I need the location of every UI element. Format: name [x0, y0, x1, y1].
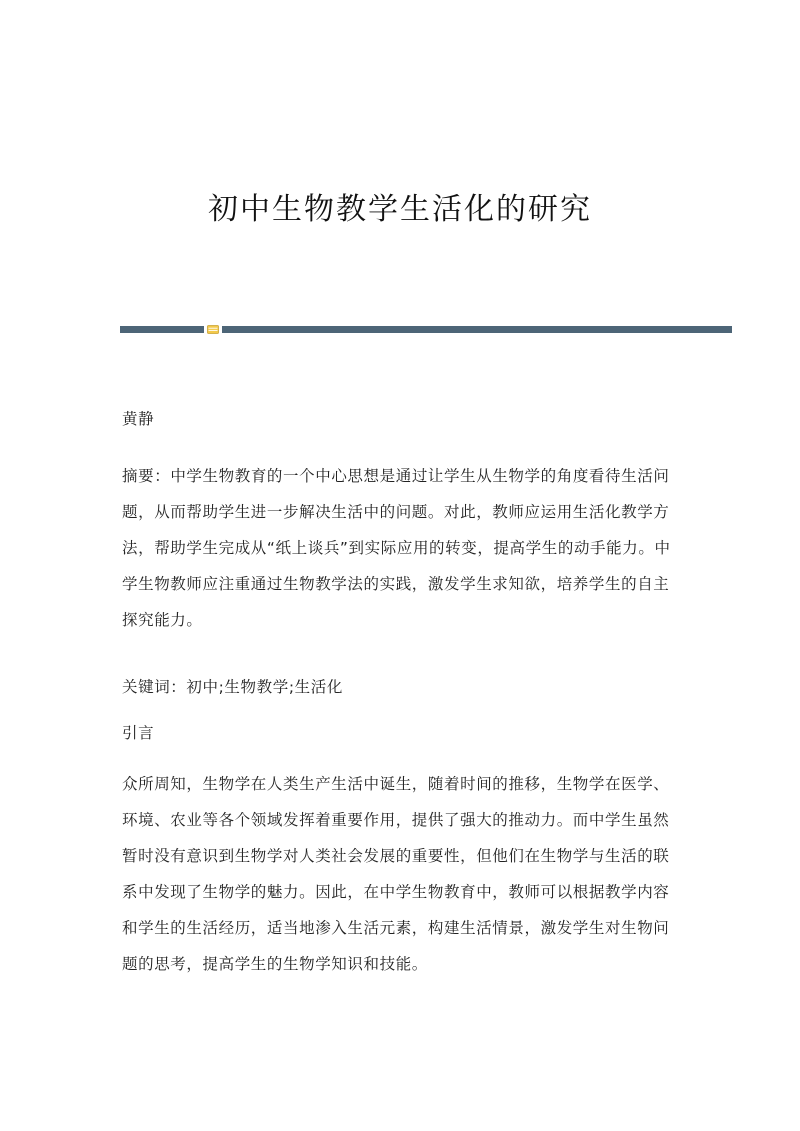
abstract-paragraph	[122, 458, 682, 638]
keywords-text: 初中;生物教学;生活化	[186, 678, 343, 696]
envelope-icon	[207, 325, 219, 334]
document-title: 初中生物教学生活化的研究	[208, 192, 592, 227]
intro-heading: 引言	[122, 724, 155, 742]
author-name: 黄静	[122, 410, 155, 428]
keywords-label: 关键词：	[122, 678, 187, 696]
title-divider	[120, 326, 732, 333]
abstract-text: 中学生物教育的一个中心思想是通过让学生从生物学的角度看待生活问题，从而帮助学生进一步解决生活中的问题。对此，教师应运用生活化教学方法，帮助学生完成从“纸上谈兵”到实际应用的转变，提高学生的动手能力。中学生物教师应注重通过生物教学法的实践，激发学生求知欲，培养学生的自主探究能力。	[122, 467, 671, 629]
abstract-label: 摘要：	[122, 467, 171, 485]
intro-paragraph: 众所周知，生物学在人类生产生活中诞生，随着时间的推移，生物学在医学、环境、农业等各个领域发挥着重要作用，提供了强大的推动力。而中学生虽然暂时没有意识到生物学对人类社会发展的重要性，但他们在生物学与生活的联系中发现了生物学的魅力。因此，在中学生物教育中，教师可以根据教学内容和学生的生活经历，适当地渗入生活元素，构建生活情景，激发学生对生物问题的思考，提高学生的生物学知识和技能。	[122, 775, 670, 973]
keywords-line	[122, 676, 682, 698]
divider-bar-right	[222, 326, 732, 333]
divider-bar-left	[120, 326, 204, 333]
